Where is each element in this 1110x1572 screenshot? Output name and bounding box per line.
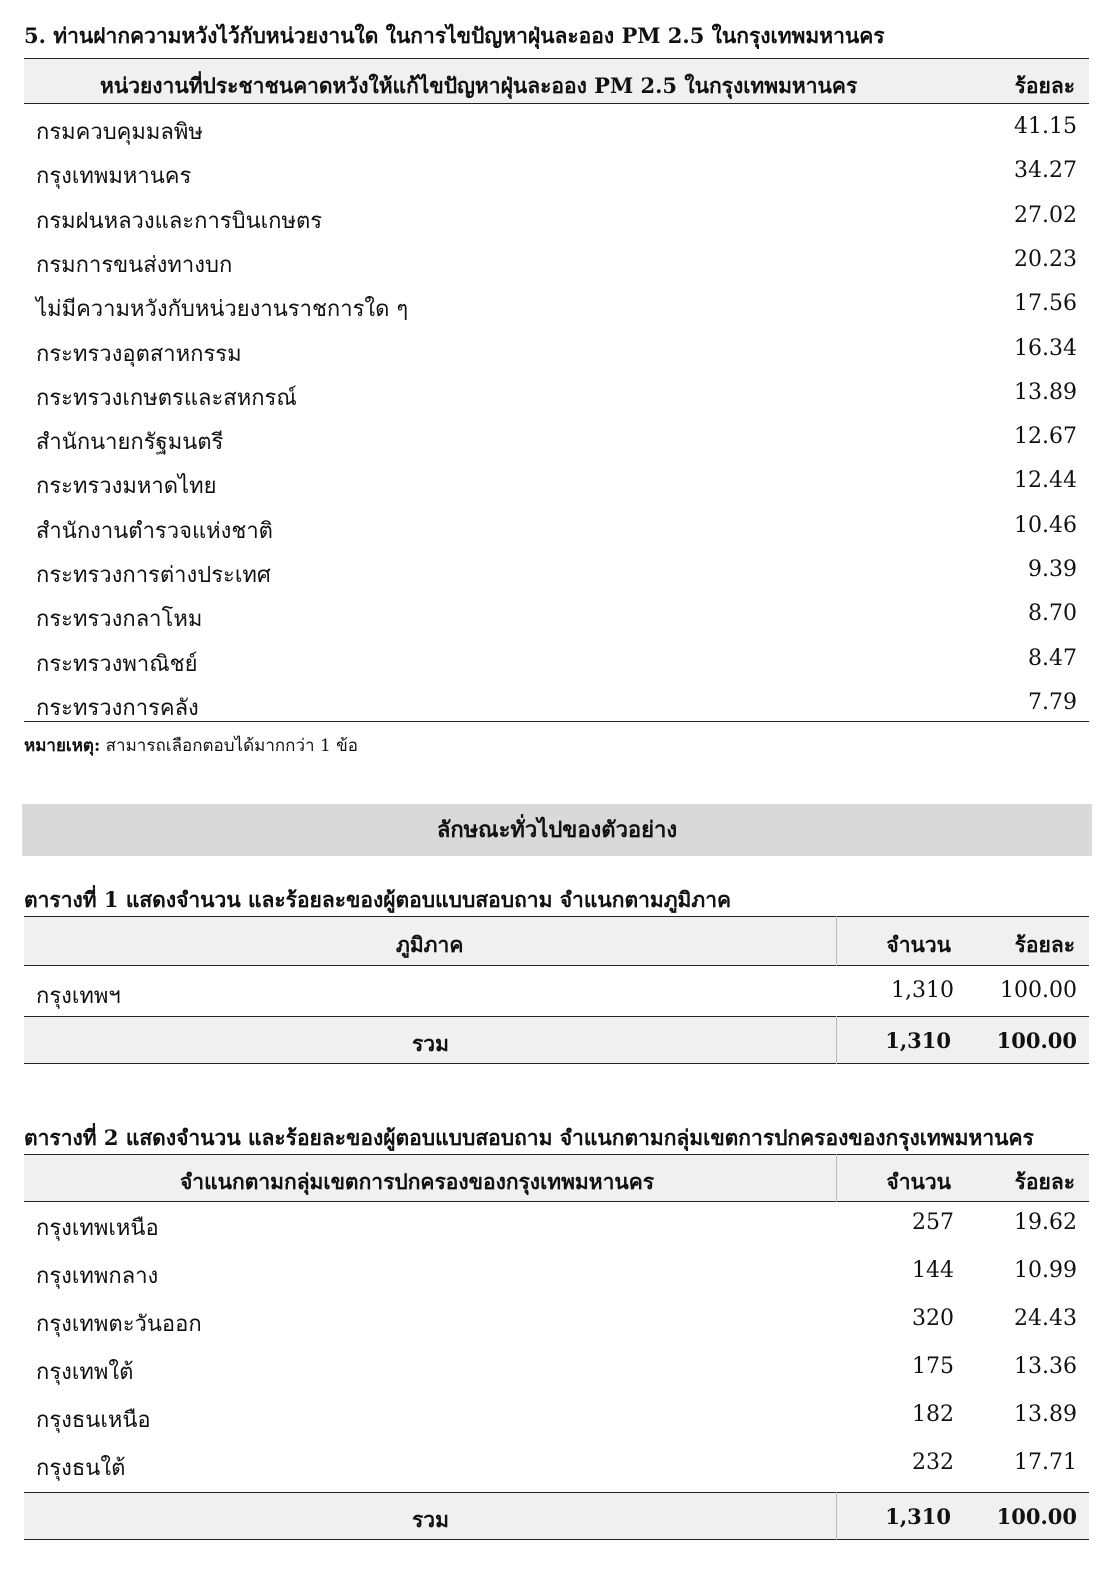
q5-header-label: หน่วยงานที่ประชาชนคาดหวังให้แก้ไขปัญหาฝุ่นละออง PM 2.5 ในกรุงเทพมหานคร <box>100 73 858 98</box>
table1-row-label: กรุงเทพฯ <box>36 984 121 1009</box>
q5-row <box>24 513 1089 545</box>
q5-row-pct: 34.27 <box>1014 158 1077 184</box>
q5-row <box>24 203 1089 235</box>
q5-row-pct: 12.67 <box>1014 424 1077 450</box>
q5-row-label: กระทรวงเกษตรและสหกรณ์ <box>36 385 297 411</box>
table1-header-label: ภูมิภาค <box>396 932 464 957</box>
table1-total-count: 1,310 <box>885 1028 951 1053</box>
q5-row-label: กระทรวงการคลัง <box>36 695 199 721</box>
table1-header <box>24 916 1089 966</box>
table1-col-divider <box>836 916 837 966</box>
q5-row-label: สำนักนายกรัฐมนตรี <box>36 430 224 456</box>
table2-row-label: กรุงเทพตะวันออก <box>36 1312 202 1337</box>
table2-row-pct: 10.99 <box>1014 1258 1077 1283</box>
table1-header-count: จำนวน <box>886 932 951 957</box>
q5-row <box>24 468 1089 500</box>
q5-row <box>24 158 1089 190</box>
q5-note-text: สามารถเลือกตอบได้มากกว่า 1 ข้อ <box>100 736 359 756</box>
table2-row-count: 232 <box>912 1450 954 1475</box>
table2-header <box>24 1154 1089 1202</box>
q5-row-label: สำนักงานตำรวจแห่งชาติ <box>36 518 273 544</box>
table2-row-label: กรุงเทพเหนือ <box>36 1216 159 1241</box>
q5-row-label: กระทรวงพาณิชย์ <box>36 651 198 677</box>
q5-row-pct: 27.02 <box>1014 202 1077 228</box>
q5-row-pct: 13.89 <box>1014 379 1077 405</box>
table2-row <box>24 1258 1089 1290</box>
table2-row-count: 257 <box>912 1210 954 1235</box>
table1-total-pct: 100.00 <box>996 1028 1077 1053</box>
table2-total-row <box>24 1492 1089 1540</box>
table1-header-pct: ร้อยละ <box>1014 932 1075 957</box>
q5-row-pct: 10.46 <box>1014 512 1077 538</box>
table1-row <box>24 978 1089 1008</box>
table2-row-pct: 13.89 <box>1014 1402 1077 1427</box>
q5-title: 5. ท่านฝากความหวังไว้กับหน่วยงานใด ในการไขปัญหาฝุ่นละออง PM 2.5 ในกรุงเทพมหานคร <box>24 23 885 48</box>
table2-row-count: 182 <box>912 1402 954 1427</box>
q5-row-pct: 8.70 <box>1028 601 1077 627</box>
table2-row-label: กรุงเทพกลาง <box>36 1264 159 1289</box>
q5-row <box>24 646 1089 678</box>
q5-row-pct: 16.34 <box>1014 335 1077 361</box>
table2-row-pct: 24.43 <box>1014 1306 1077 1331</box>
q5-row <box>24 114 1089 146</box>
q5-row-label: กรมการขนส่งทางบก <box>36 252 233 278</box>
q5-row-label: กระทรวงการต่างประเทศ <box>36 563 271 588</box>
q5-row-pct: 41.15 <box>1014 114 1077 139</box>
table2-row-count: 320 <box>912 1306 954 1331</box>
q5-row <box>24 424 1089 456</box>
table2-total-divider <box>836 1492 837 1540</box>
table2-row-count: 144 <box>912 1258 954 1283</box>
table2-total-pct: 100.00 <box>996 1504 1077 1529</box>
table2-row <box>24 1354 1089 1386</box>
q5-row-label: กรมควบคุมมลพิษ <box>36 120 203 145</box>
table2-total-count: 1,310 <box>885 1504 951 1529</box>
q5-note-label: หมายเหตุ: <box>24 736 101 756</box>
q5-row <box>24 291 1089 323</box>
q5-row-pct: 20.23 <box>1014 246 1077 272</box>
table1-row-count: 1,310 <box>891 978 954 1003</box>
q5-row <box>24 380 1089 412</box>
table2-row <box>24 1402 1089 1434</box>
q5-row-pct: 9.39 <box>1028 557 1077 582</box>
q5-table-header <box>24 58 1089 104</box>
q5-row <box>24 557 1089 589</box>
q5-row-label: กรมฝนหลวงและการบินเกษตร <box>36 208 323 234</box>
table2-row <box>24 1450 1089 1482</box>
q5-row-label: กรุงเทพมหานคร <box>36 164 192 190</box>
table2-row-label: กรุงเทพใต้ <box>36 1360 134 1385</box>
table2-row-count: 175 <box>912 1354 954 1379</box>
q5-note <box>24 732 358 759</box>
q5-row-pct: 12.44 <box>1014 468 1077 494</box>
q5-table-bottom-rule <box>24 721 1089 722</box>
q5-row <box>24 336 1089 368</box>
q5-header-pct: ร้อยละ <box>1014 73 1075 98</box>
table1-total-divider <box>836 1016 837 1064</box>
table2-row-pct: 13.36 <box>1014 1354 1077 1379</box>
table2-header-label: จำแนกตามกลุ่มเขตการปกครองของกรุงเทพมหานคร <box>180 1169 655 1194</box>
table2-row-label: กรุงธนเหนือ <box>36 1408 151 1433</box>
table1-row-pct: 100.00 <box>1000 978 1077 1003</box>
table2-row-label: กรุงธนใต้ <box>36 1456 126 1481</box>
q5-row-pct: 7.79 <box>1028 689 1077 715</box>
table2-row-pct: 19.62 <box>1014 1210 1077 1235</box>
table1-title: ตารางที่ 1 แสดงจำนวน และร้อยละของผู้ตอบแบบสอบถาม จำแนกตามภูมิภาค <box>24 887 732 912</box>
table2-col-divider <box>836 1154 837 1202</box>
q5-row-pct: 8.47 <box>1028 645 1077 671</box>
table2-header-pct: ร้อยละ <box>1014 1169 1075 1194</box>
table2-row <box>24 1306 1089 1338</box>
q5-row <box>24 247 1089 279</box>
table1-total-label: รวม <box>412 1031 449 1056</box>
q5-row-label: ไม่มีความหวังกับหน่วยงานราชการใด ๆ <box>36 297 409 323</box>
q5-row-label: กระทรวงมหาดไทย <box>36 474 217 500</box>
table2-header-count: จำนวน <box>886 1169 951 1194</box>
q5-row-label: กระทรวงกลาโหม <box>36 607 203 633</box>
q5-row-pct: 17.56 <box>1014 291 1077 317</box>
section-banner: ลักษณะทั่วไปของตัวอย่าง <box>22 804 1092 856</box>
q5-row-label: กระทรวงอุตสาหกรรม <box>36 341 242 367</box>
table2-row <box>24 1210 1089 1242</box>
q5-row <box>24 690 1089 722</box>
table2-total-label: รวม <box>412 1507 449 1532</box>
q5-row <box>24 601 1089 633</box>
table2-title: ตารางที่ 2 แสดงจำนวน และร้อยละของผู้ตอบแบบสอบถาม จำแนกตามกลุ่มเขตการปกครองของกรุงเทพมหานคร <box>24 1125 1034 1150</box>
table1-total-row <box>24 1016 1089 1064</box>
table2-row-pct: 17.71 <box>1014 1450 1077 1475</box>
